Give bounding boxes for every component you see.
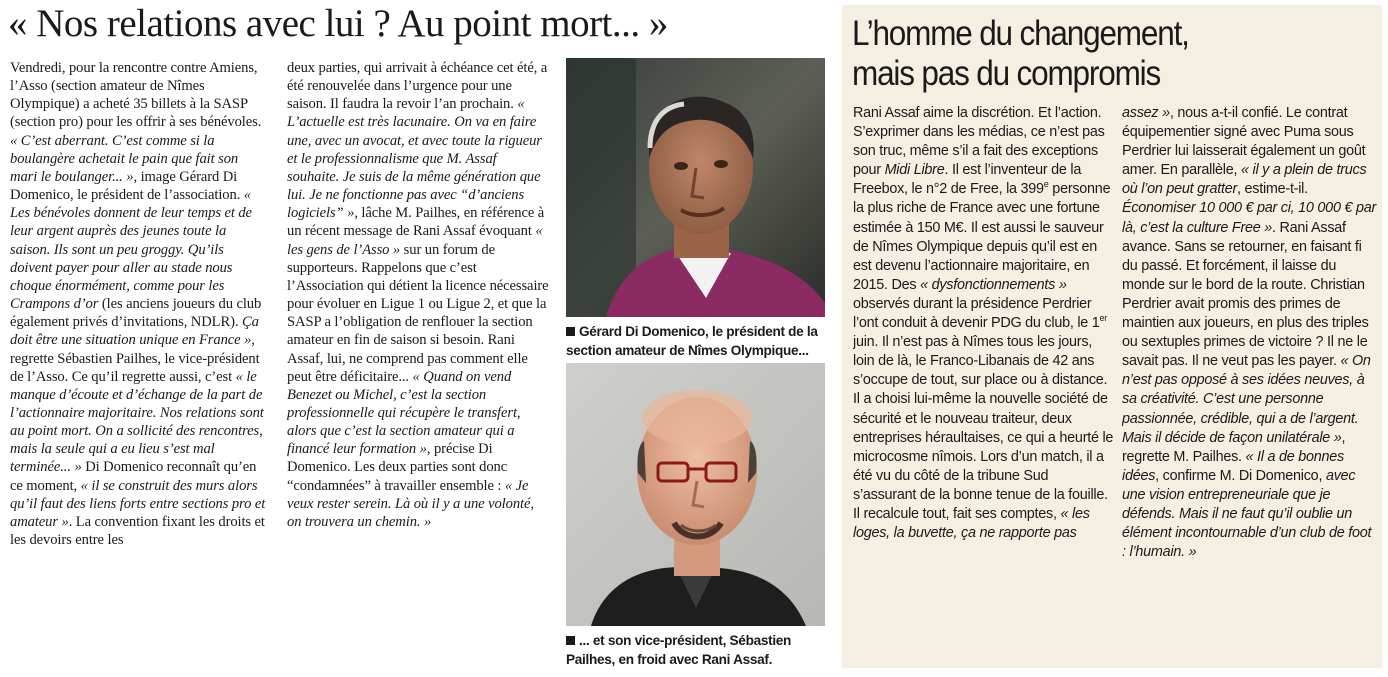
text-run: sur un forum de supporteurs. Rappelons que c’est l’Association qui détient la licence nécessaire pour évoluer en Ligue 1 ou Ligue 2, et que la SASP a l’obligation de renflouer la section amateur en fin de saison si besoin. Rani Assaf, lui, ne comprend pas comment elle peut être déficitaire...	[287, 241, 549, 385]
text-run: Rani Assaf aime la discrétion. Et l’action. S’exprimer dans les médias, ce n’est pas son truc, même s’il a fait des exceptions pour	[853, 105, 1105, 179]
text-run: , confirme M. Di Domenico,	[1155, 467, 1326, 484]
text-run: « C’est aberrant. C’est comme si la boulangère achetait le pain que fait son mari le boulanger... »	[10, 132, 239, 185]
square-bullet-icon	[566, 327, 575, 336]
text-run: « il y a plein de trucs où l’on peut gratter	[1122, 162, 1367, 198]
text-run: « L’actuelle est très lacunaire. On va en faire une, avec un avocat, et avec toute la rigueur et le professionnalisme que M. Assaf souhaite. Je suis de la même génération que lui. Je ne fonctionne pas avec “d’anciens logiciels” »	[287, 96, 542, 222]
sidebar-column-1	[853, 104, 1115, 664]
text-run: « On n’est pas opposé à ses idées neuves, à sa créativité. C’est une personne passionnée, crédible, qui a de l’argent. Mais il décide de façon unilatérale »	[1122, 353, 1371, 446]
text-run: Économiser 10 000 € par ci, 10 000 € par là, c’est la culture Free »	[1122, 200, 1376, 236]
text-run: (les anciens joueurs du club également privés d’invitations, NDLR).	[10, 296, 262, 331]
text-run: . La convention fixant les droits et les devoirs entre les	[10, 513, 265, 549]
text-run: , lâche M. Pailhes, en référence à un récent message de Rani Assaf évoquant	[287, 205, 545, 240]
text-run: , image Gérard Di Domenico, le président de l’association.	[10, 168, 244, 204]
sidebar-title-line-1: L’homme du changement,	[852, 14, 1189, 53]
text-run: e	[1043, 179, 1049, 190]
text-run: « les loges, la buvette, ça ne rapporte pas	[853, 505, 1090, 542]
text-run: deux parties, qui arrivait à échéance cet été, a été renouvelée dans l’urgence pour une saison. Il faudra la revoir l’an prochain.	[287, 60, 548, 113]
photo-caption-1	[566, 322, 832, 360]
photo-sebastien-pailhes	[566, 363, 825, 626]
text-run: assez »	[1122, 105, 1170, 121]
square-bullet-icon	[566, 636, 575, 645]
text-run: observés durant la présidence Perdrier l’ont conduit à devenir PDG du club, le 1	[853, 295, 1100, 332]
text-run: , précise Di Domenico. Les deux parties sont donc “condamnées” à travailler ensemble :	[287, 441, 508, 494]
article-column-2	[287, 59, 549, 673]
text-run: er	[1099, 313, 1108, 324]
photo-caption-2	[566, 631, 832, 669]
sidebar-title-line-2: mais pas du compromis	[852, 54, 1161, 93]
text-run: Vendredi, pour la rencontre contre Amiens, l’Asso (section amateur de Nîmes Olympique) a acheté 35 billets à la SASP (section pro) pour les offrir à ses bénévoles.	[10, 60, 262, 131]
article-column-1	[10, 59, 266, 673]
text-run: « dysfonctionnements »	[920, 276, 1067, 293]
caption-1-text: Gérard Di Domenico, le président de la section amateur de Nîmes Olympique...	[566, 324, 818, 358]
text-run: , regrette M. Pailhes.	[1122, 429, 1346, 465]
text-run: . Il est l’inventeur de la Freebox, le n°2 de Free, la 399	[853, 162, 1082, 198]
text-run: « Quand on vend Benezet ou Michel, c’est la section professionnelle qui récupère le transfert, alors que c’est la section amateur qui a financé leur formation »	[287, 368, 521, 458]
article-column-2-text	[287, 59, 549, 531]
text-run: « il se construit des murs alors qu’il faut des liens forts entre sections pro et amateur »	[10, 477, 266, 530]
sidebar-title	[852, 14, 1320, 94]
text-run: « les gens de l’Asso »	[287, 223, 543, 258]
article-headline: « Nos relations avec lui ? Au point mort... »	[8, 2, 668, 45]
text-run: avec une vision entrepreneuriale que je défends. Mais il ne faut qu’il oublie un élément incontournable d’un club de foot : l’humain. »	[1122, 467, 1372, 561]
text-run: Midi Libre	[884, 162, 945, 179]
sidebar-column-2	[1122, 104, 1378, 664]
text-run: « Les bénévoles donnent de leur temps et de leur argent auprès des jeunes toute la saison. Ils sont un peu groggy. Qu’ils doivent payer pour aller au stade nous choque énormément, comme pour les Crampons d’or	[10, 187, 252, 313]
text-run: juin. Il n’est pas à Nîmes tous les jours, loin de là, le Franco-Libanais de 42 ans s’occupe de tout, sur place ou à distance. Il a choisi lui-même la nouvelle société de sécurité et le nouveau traiteur, deux entreprises héraultaises, ce qui a heurté le microcosme nîmois. Lors d’un match, il a été vu du côté de la tribune Sud s’assurant de la bonne tenue de la fouille. Il recalcule tout, fait ses comptes,	[853, 334, 1114, 522]
text-run: Di Domenico reconnaît qu’en ce moment,	[10, 459, 257, 494]
text-run: , nous a-t-il confié. Le contrat équipementier signé avec Puma sous Perdrier lui laisserait également un goût amer. En parallèle,	[1122, 105, 1366, 179]
text-run: . Rani Assaf avance. Sans se retourner, en faisant fi du passé. Et forcément, il laisse du monde sur le bord de la route. Christian Perdrier avait promis des primes de maintien aux joueurs, en plus des triples ou sextuples primes de victoire ? Il ne le savait pas. Il ne veut pas les payer.	[1122, 219, 1369, 370]
sidebar-column-1-text	[853, 104, 1115, 543]
article-column-1-text	[10, 59, 266, 549]
text-run: , regrette Sébastien Pailhes, le vice-président de l’Asso. Ce qu’il regrette aussi, c’est	[10, 332, 260, 385]
caption-2-text: ... et son vice-président, Sébastien Pailhes, en froid avec Rani Assaf.	[566, 633, 792, 667]
text-run: « Il a de bonnes idées	[1122, 448, 1344, 484]
text-run: Ça doit être une situation unique en France »	[10, 314, 259, 349]
photo-gerard-di-domenico	[566, 58, 825, 317]
text-run: personne la plus riche de France avec une fortune estimée à 150 M€. Il est aussi le sauveur de Nîmes Olympique depuis qu’il est en est devenu l’actionnaire majoritaire, en 2015. Des	[853, 181, 1111, 293]
text-run: « le manque d’écoute et d’échange de la part de l’actionnaire majoritaire. Nos relations sont au point mort. On a sollicité des rencontres, mais la seule qui a eu lieu s’est mal terminée... »	[10, 368, 264, 476]
sidebar-column-2-text	[1122, 104, 1378, 562]
text-run: , estime-t-il.	[1237, 181, 1308, 198]
text-run: « Je veux rester serein. Là où il y a une volonté, on trouvera un chemin. »	[287, 477, 534, 530]
